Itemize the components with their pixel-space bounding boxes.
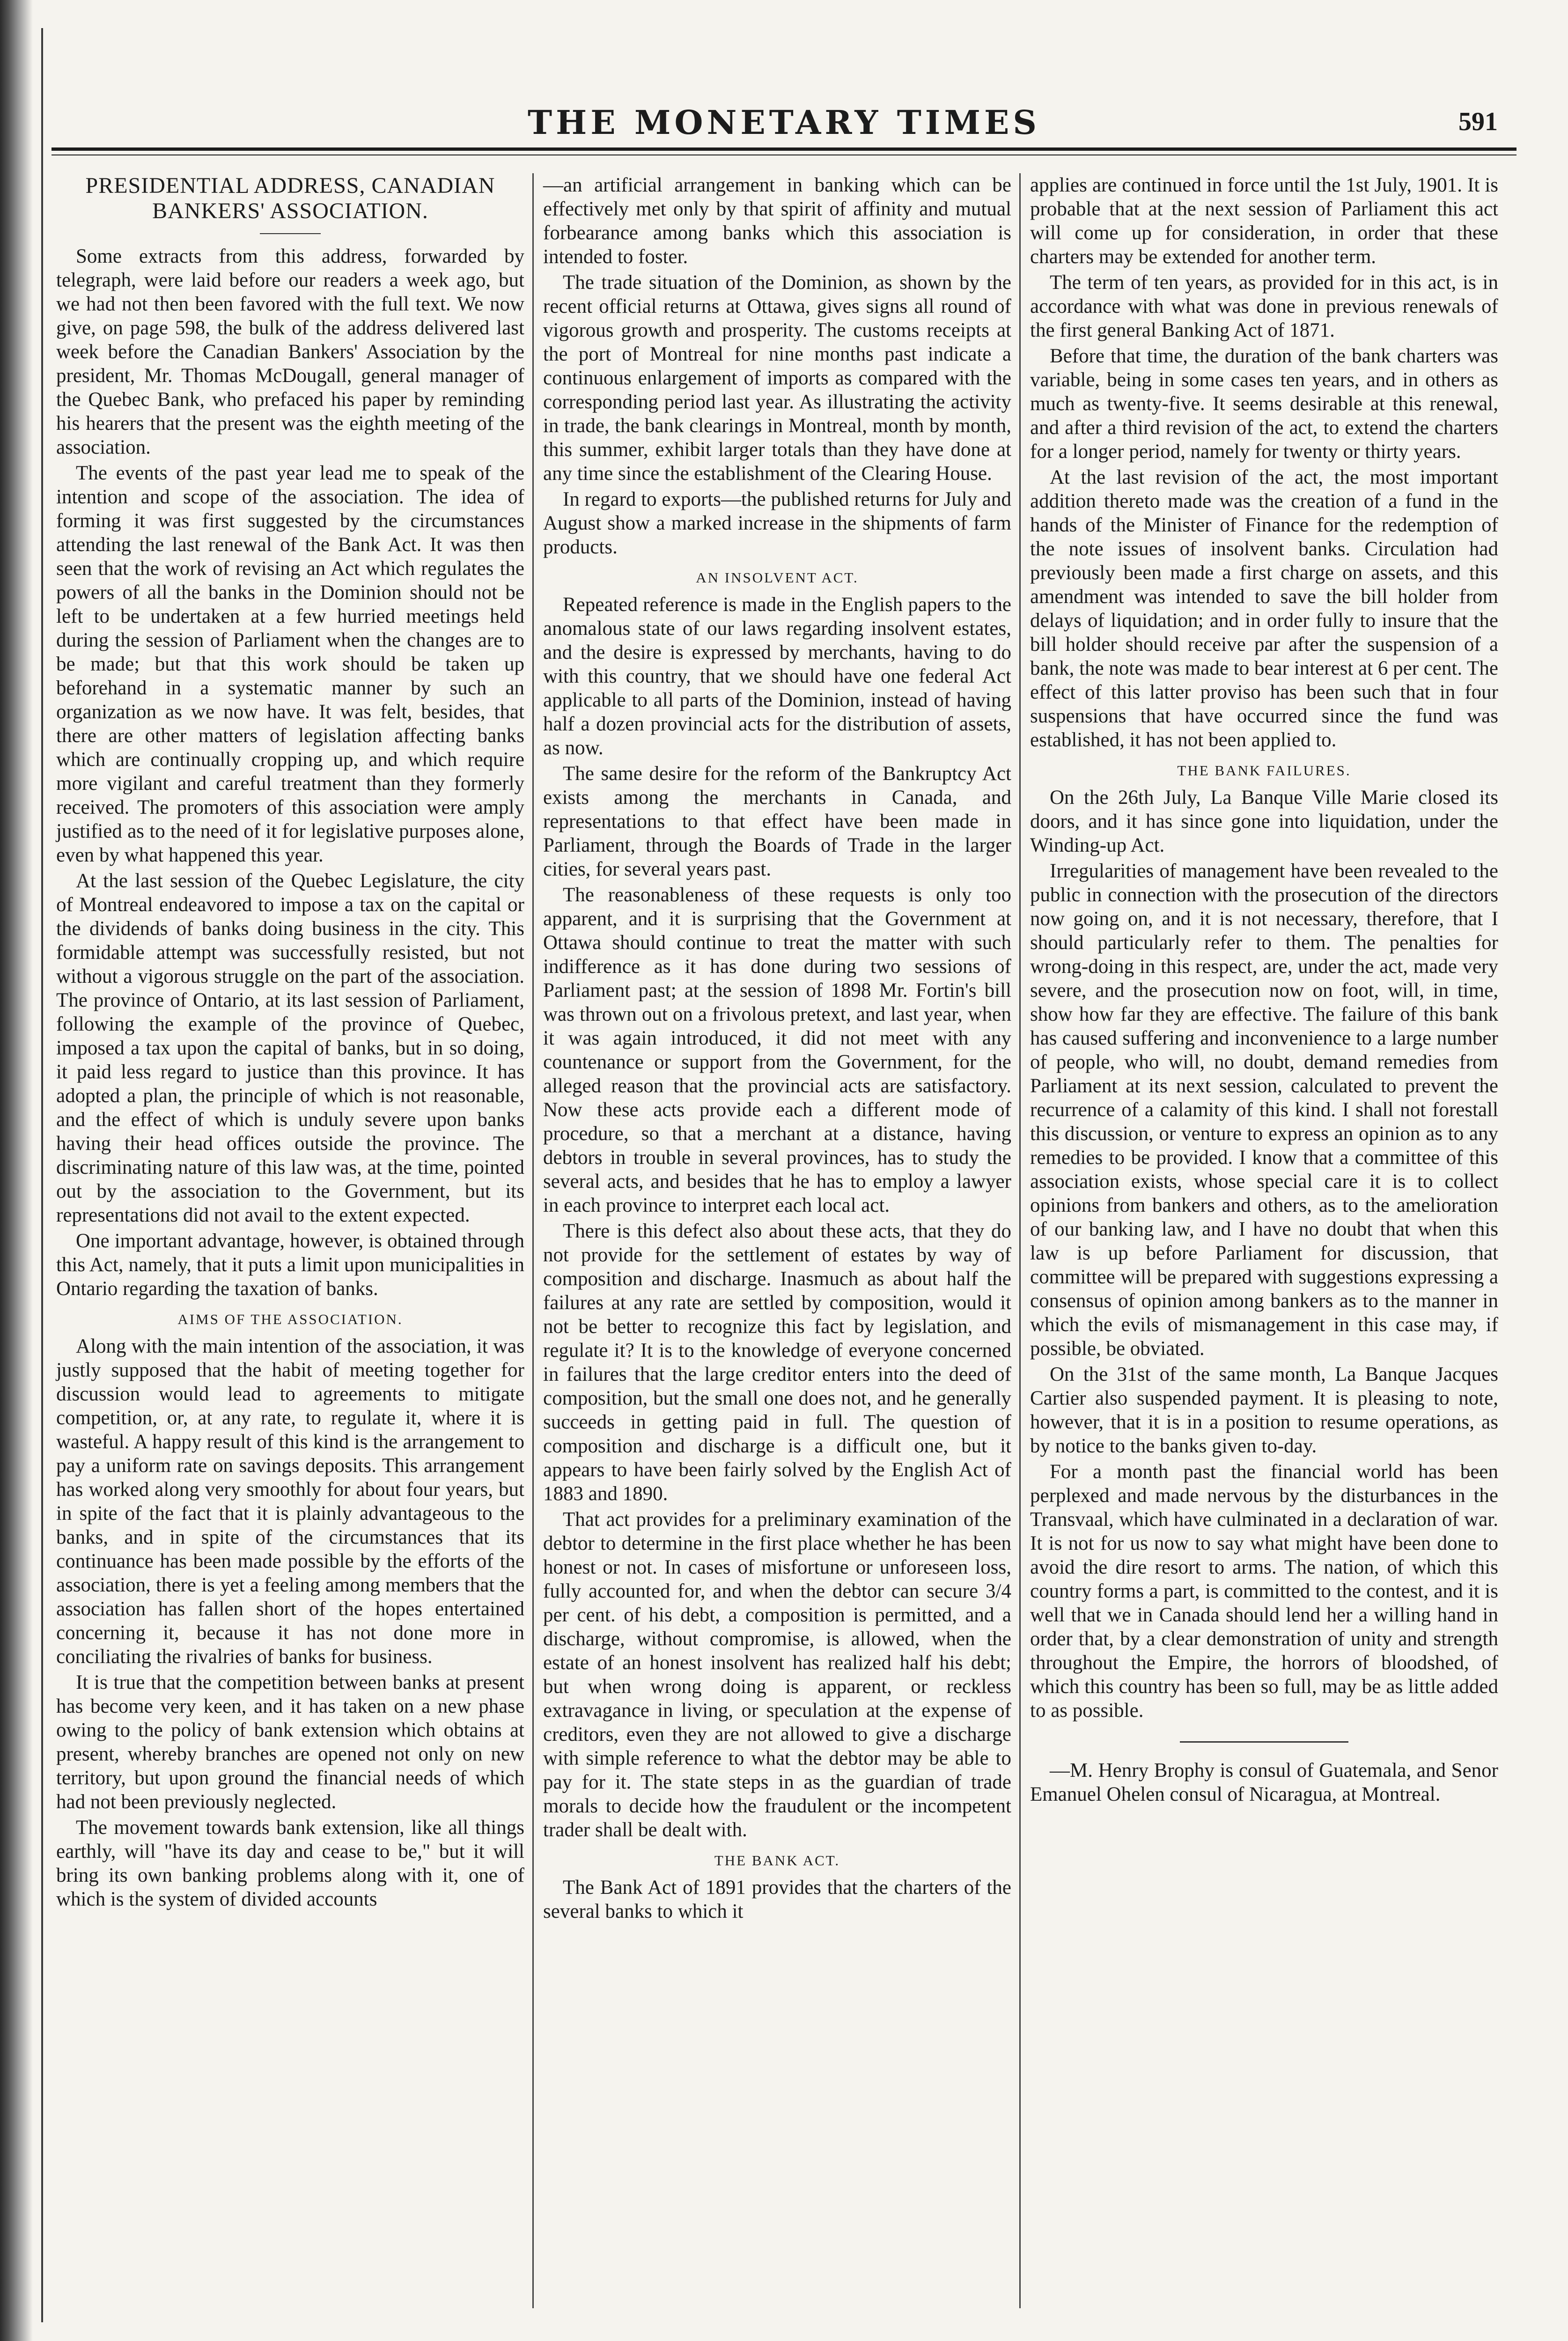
- paragraph: Some extracts from this address, forwarded by telegraph, were laid before our readers a week ago, but we had not then been favored with the full text. We now give, on page 598, the bulk of the address delivered last week before the Canadian Bankers' Association by the president, Mr. Thomas McDougall, general manager of the Quebec Bank, who prefaced his paper by reminding his hearers that the present was the eighth meeting of the association.: [56, 245, 524, 458]
- paragraph: applies are continued in force until the 1st July, 1901. It is probable that at the next session of Parliament this act will come up for consideration, in order that these charters may be extended for another term.: [1030, 174, 1498, 268]
- title-divider: [260, 233, 321, 234]
- paragraph: The Bank Act of 1891 provides that the charters of the several banks to which it: [543, 1877, 1011, 1922]
- column-divider: [1019, 173, 1021, 2308]
- section-heading: AIMS OF THE ASSOCIATION.: [177, 1311, 403, 1327]
- section-heading: THE BANK ACT.: [714, 1852, 840, 1869]
- paragraph: On the 26th July, La Banque Ville Marie closed its doors, and it has since gone into liquidation, under the Winding-up Act.: [1030, 787, 1498, 856]
- paragraph: The movement towards bank extension, like all things earthly, will "have its day and cease to be," but it will bring its own banking problems along with it, one of which is the system of divided accounts: [56, 1817, 524, 1910]
- column-3: [1030, 173, 1498, 1808]
- paragraph: Before that time, the duration of the bank charters was variable, being in some cases ten years, and in others as much as twenty-five. It seems desirable at this renewal, and after a third revision of the act, to extend the charters for a longer period, namely for twenty or thirty years.: [1030, 345, 1498, 463]
- column-divider: [532, 173, 534, 2308]
- binding-line: [41, 28, 43, 2322]
- paragraph: There is this defect also about these acts, that they do not provide for the settlement of estates by way of composition and discharge. Inasmuch as about half the failures at any rate are settled by composition, would it not be better to recognize this fact by legislation, and regulate it? It is to the knowledge of everyone concerned in failures that the large creditor enters into the deed of composition, but the small one does not, and he generally succeeds in getting paid in full. The question of composition and discharge is a difficult one, but it appears to have been fairly solved by the English Act of 1883 and 1890.: [543, 1220, 1011, 1505]
- paragraph: The same desire for the reform of the Bankruptcy Act exists among the merchants in Canada, and representations to that effect have been made in Parliament, through the Boards of Trade in the larger cities, for several years past.: [543, 763, 1011, 880]
- article-end-rule: [1180, 1741, 1348, 1743]
- page-number: 591: [1458, 107, 1498, 136]
- paragraph: —an artificial arrangement in banking which can be effectively met only by that spirit of affinity and mutual forbearance among banks which this association is intended to foster.: [543, 174, 1011, 268]
- paragraph: In regard to exports—the published returns for July and August show a marked increase in the shipments of farm products.: [543, 488, 1011, 558]
- paragraph: That act provides for a preliminary examination of the debtor to determine in the first place whether he has been honest or not. In cases of misfortune or unforeseen loss, fully accounted for, and when the debtor can secure 3/4 per cent. of his debt, a composition is permitted, and a discharge, without compromise, is allowed, when the estate of an honest insolvent has realized half his debt; but when wrong doing is apparent, or reckless extravagance in living, or speculation at the expense of creditors, even they are not allowed to give a discharge with simple reference to what the debtor may be able to pay for it. The state steps in as the guardian of trade morals to decide how the fraudulent or the incompetent trader shall be dealt with.: [543, 1509, 1011, 1841]
- article-title: PRESIDENTIAL ADDRESS, CANADIAN BANKERS' ASSOCIATION.: [85, 173, 495, 223]
- masthead: THE MONETARY TIMES: [528, 103, 1040, 142]
- paragraph: Along with the main intention of the association, it was justly supposed that the habit of meeting together for discussion would lead to agreements to mitigate competition, or, at any rate, to regulate it, where it is wasteful. A happy result of this kind is the arrangement to pay a uniform rate on savings deposits. This arrangement has worked along very smoothly for about four years, but in spite of the fact that it is plainly advantageous to the banks, and in spite of the circumstances that its continuance has been made possible by the efforts of the association, there is yet a feeling among members that the association has fallen short of the hopes entertained concerning it, because it has not done more in conciliating the rivalries of banks for business.: [56, 1335, 524, 1668]
- paragraph: Irregularities of management have been revealed to the public in connection with the prosecution of the directors now going on, and it is not necessary, therefore, that I should particularly refer to them. The penalties for wrong-doing in this respect, are, under the act, made very severe, and the prosecution now on foot, will, in time, show how far they are effective. The failure of this bank has caused suffering and inconvenience to a large number of people, who will, no doubt, demand remedies from Parliament at its next session, calculated to prevent the recurrence of a calamity of this kind. I shall not forestall this discussion, or venture to express an opinion as to any remedies to be provided. I know that a committee of this association exists, whose special care it is to collect opinions from bankers and others, as to the amelioration of our banking law, and I have no doubt that when this law is up before Parliament for discussion, that committee will be prepared with suggestions expressing a consensus of opinion among bankers as to the manner in which the evils of mismanagement in this case may, if possible, be obviated.: [1030, 860, 1498, 1360]
- paragraph: At the last session of the Quebec Legislature, the city of Montreal endeavored to impose a tax on the capital or the dividends of banks doing business in the city. This formidable attempt was successfully resisted, but not without a vigorous struggle on the part of the association. The province of Ontario, at its last session of Parliament, following the example of the province of Quebec, imposed a tax upon the capital of banks, but in so doing, it paid less regard to justice than this province. It has adopted a plan, the principle of which is not reasonable, and the effect of which is unduly severe upon banks having their head offices outside the province. The discriminating nature of this law was, at the time, pointed out by the association to the Government, but its representations did not avail to the extent expected.: [56, 870, 524, 1226]
- section-heading: AN INSOLVENT ACT.: [696, 569, 859, 586]
- section-heading: THE BANK FAILURES.: [1177, 762, 1351, 779]
- paragraph: It is true that the competition between banks at present has become very keen, and it has taken on a new phase owing to the policy of bank extension which obtains at present, whereby branches are opened not only on new territory, but upon ground the financial needs of which had not been previously neglected.: [56, 1671, 524, 1813]
- paragraph: One important advantage, however, is obtained through this Act, namely, that it puts a limit upon municipalities in Ontario regarding the taxation of banks.: [56, 1230, 524, 1300]
- paragraph: The reasonableness of these requests is only too apparent, and it is surprising that the Government at Ottawa should continue to treat the matter with such indifference as it has done during two sessions of Parliament past; at the session of 1898 Mr. Fortin's bill was thrown out on a frivolous pretext, and last year, when it was again introduced, it did not meet with any countenance or support from the Government, for the alleged reason that the provincial acts are satisfactory. Now these acts provide each a different mode of procedure, so that a merchant at a distance, having debtors in trouble in several provinces, has to study the several acts, and besides that he has to employ a lawyer in each province to interpret each local act.: [543, 884, 1011, 1216]
- header-rule: [52, 147, 1516, 151]
- news-note: —M. Henry Brophy is consul of Guatemala, and Senor Emanuel Ohelen consul of Nicaragua, at Montreal.: [1030, 1759, 1498, 1805]
- paragraph: For a month past the financial world has been perplexed and made nervous by the disturbances in the Transvaal, which have culminated in a declaration of war. It is not for us now to say what might have been done to avoid the dire resort to arms. The nation, of which this country forms a part, is committed to the contest, and it is well that we in Canada should lend her a willing hand in order that, by a clear demonstration of unity and strength throughout the Empire, the horrors of bloodshed, of which this country has been so full, may be as little added to as possible.: [1030, 1461, 1498, 1722]
- column-2: [543, 173, 1011, 1925]
- paragraph: The trade situation of the Dominion, as shown by the recent official returns at Ottawa, gives signs all round of vigorous growth and prosperity. The customs receipts at the port of Montreal for nine months past indicate a continuous enlargement of imports as compared with the corresponding period last year. As illustrating the activity in trade, the bank clearings in Montreal, month by month, this summer, exhibit larger totals than they have done at any time since the establishment of the Clearing House.: [543, 272, 1011, 485]
- book-spine-shadow: [0, 0, 33, 2341]
- paragraph: The term of ten years, as provided for in this act, is in accordance with what was done in previous renewals of the first general Banking Act of 1871.: [1030, 272, 1498, 341]
- paragraph: Repeated reference is made in the English papers to the anomalous state of our laws regarding insolvent estates, and the desire is expressed by merchants, having to do with this country, that we should have one federal Act applicable to all parts of the Dominion, instead of having half a dozen provincial acts for the distribution of assets, as now.: [543, 594, 1011, 759]
- column-1: [56, 173, 524, 1913]
- page-header: [52, 98, 1516, 155]
- paragraph: At the last revision of the act, the most important addition thereto made was the creation of a fund in the hands of the Minister of Finance for the redemption of the note issues of insolvent banks. Circulation had previously been made a first charge on assets, and this amendment was intended to save the bill holder from delays of liquidation; and in order fully to insure that the bill holder should receive par after the suspension of a bank, the note was made to bear interest at 6 per cent. The effect of this latter proviso has been such that in four suspensions that have occurred since the fund was established, it has not been applied to.: [1030, 466, 1498, 751]
- paragraph: On the 31st of the same month, La Banque Jacques Cartier also suspended payment. It is pleasing to note, however, that it is in a position to resume operations, as by notice to the banks given to-day.: [1030, 1363, 1498, 1457]
- paragraph: The events of the past year lead me to speak of the intention and scope of the association. The idea of forming it was first suggested by the circumstances attending the last renewal of the Bank Act. It was then seen that the work of revising an Act which regulates the powers of all the banks in the Dominion should not be left to be undertaken at a few hurried meetings held during the session of Parliament when the changes are to be made; but that this work should be taken up beforehand in a systematic manner by such an organization as we now have. It was felt, besides, that there are other matters of legislation affecting banks which are continually cropping up, and which require more vigilant and careful treatment than they formerly received. The promoters of this association were amply justified as to the need of it for legislative purposes alone, even by what happened this year.: [56, 462, 524, 866]
